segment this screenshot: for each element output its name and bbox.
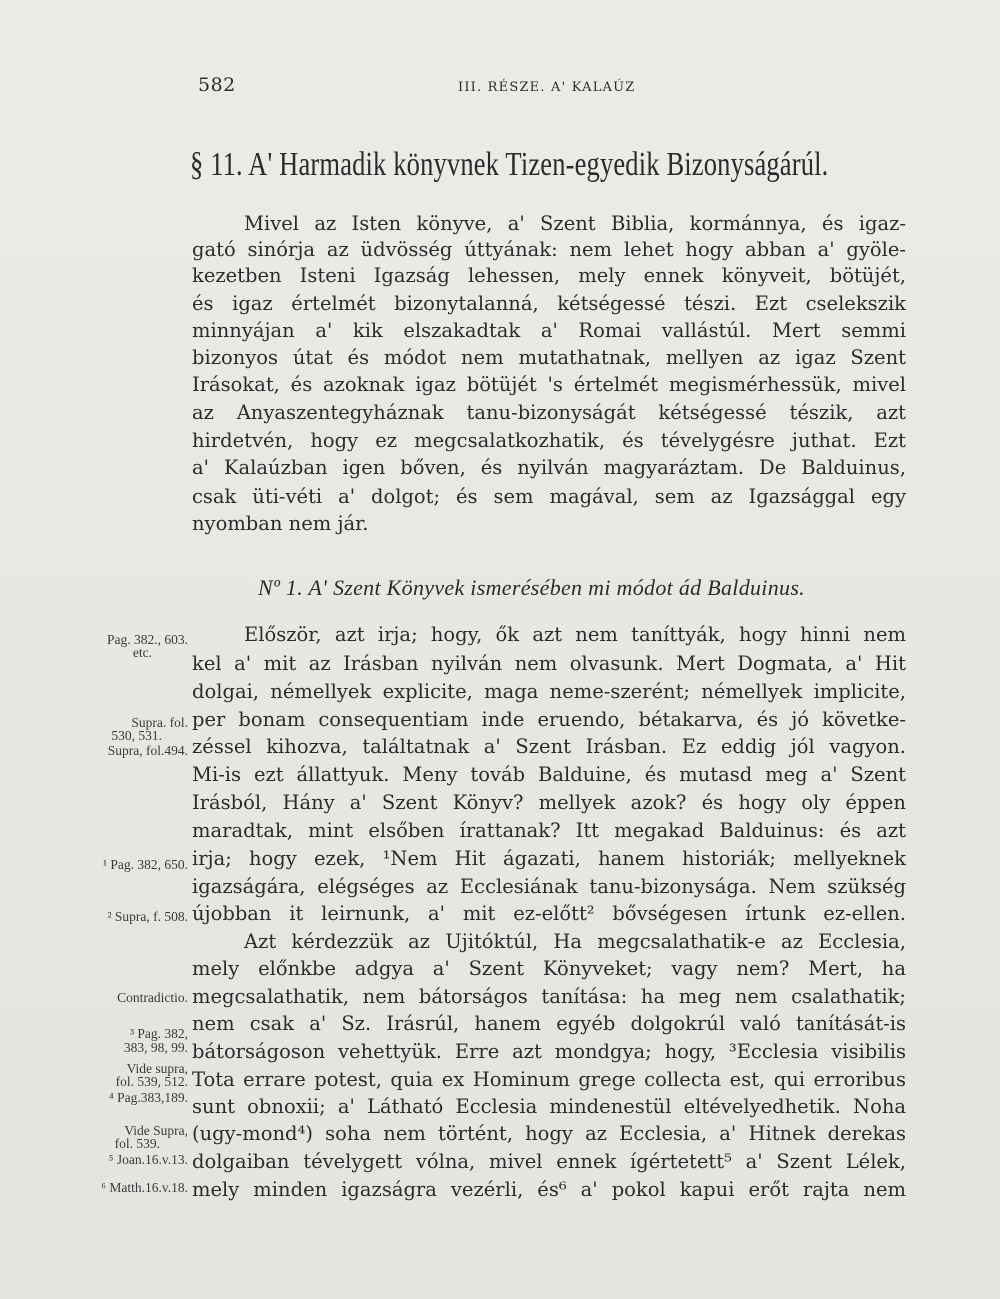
margin-note: ¹ Pag. 382, 650. — [102, 857, 188, 872]
text-line: gató sinórja az üdvösség úttyának: nem lehet hogy abban a' gyöle- — [192, 238, 906, 261]
text-line: (ugy-mond⁴) soha nem történt, hogy az Ecclesia, a' Hitnek derekas — [192, 1122, 906, 1145]
text-line: bizonyos útat és módot nem mutathatnak, mellyen az igaz Szent — [192, 346, 906, 369]
margin-note: Vide supra, — [126, 1061, 188, 1076]
running-title: III. RÉSZE. A' KALAÚZ — [458, 80, 636, 95]
text-line: Mivel az Isten könyve, a' Szent Biblia, kormánnya, és igaz- — [244, 212, 906, 235]
text-line: kezetben Isteni Igazság lehessen, mely ennek könyveit, bötüjét, — [192, 264, 906, 287]
margin-note: Supra, fol.494. — [107, 743, 188, 758]
text-line: Tota errare potest, quia ex Hominum grege collecta est, qui erroribus — [192, 1068, 906, 1091]
text-line: Azt kérdezzük az Ujitóktúl, Ha megcsalathatik-e az Ecclesia, — [244, 930, 906, 953]
text-line: a' Kalaúzban igen bőven, és nyilván magyaráztam. De Balduinus, — [192, 456, 906, 479]
text-line: minnyájan a' kik elszakadtak a' Romai vallástúl. Mert semmi — [192, 319, 906, 342]
text-line: igazságára, elégséges az Ecclesiának tanu-bizonysága. Nem szükség — [192, 875, 906, 898]
text-line: megcsalathatik, nem bátorságos tanítása: ha meg nem csalathatik; — [192, 985, 906, 1008]
text-line: Irásból, Hány a' Szent Könyv? mellyek azok? és hogy oly éppen — [192, 791, 906, 814]
text-line: az Anyaszentegyháznak tanu-bizonyságát kétségessé tészik, azt — [192, 401, 906, 424]
text-line: per bonam consequentiam inde eruendo, bétakarva, és jó követke- — [192, 708, 906, 731]
page-number: 582 — [198, 74, 236, 96]
margin-note: ² Supra, f. 508. — [107, 909, 188, 924]
text-line: nyomban nem jár. — [192, 512, 369, 535]
text-line: maradtak, mint elsőben írattanak? Itt megakad Balduinus: és azt — [192, 819, 906, 842]
margin-note: ⁵ Joan.16.v.13. — [108, 1152, 188, 1167]
subheading: Nº 1. A' Szent Könyvek ismerésében mi módot ád Balduinus. — [258, 575, 805, 600]
margin-note: ³ Pag. 382, — [129, 1026, 188, 1041]
margin-note: fol. 539, 512. — [115, 1074, 188, 1089]
margin-note: Pag. 382., 603. — [107, 632, 188, 647]
text-line: újobban it leirnunk, a' mit ez-előtt² bővségesen írtunk ez-ellen. — [192, 902, 906, 925]
margin-note: Vide Supra, — [124, 1123, 188, 1138]
margin-note: 383, 98, 99. — [123, 1040, 188, 1055]
text-line: irja; hogy ezek, ¹Nem Hit ágazati, hanem historiák; mellyeknek — [192, 847, 906, 870]
margin-note: ⁴ Pag.383,189. — [109, 1090, 188, 1105]
text-line: Először, azt irja; hogy, ők azt nem taníttyák, hogy hinni nem — [244, 623, 906, 646]
text-line: dolgaiban tévelygett vólna, mivel ennek ígértetett⁵ a' Szent Lélek, — [192, 1150, 906, 1173]
margin-note: 530, 531. — [111, 728, 162, 743]
text-line: mely előnkbe adgya a' Szent Könyveket; vagy nem? Mert, ha — [192, 957, 906, 980]
text-line: sunt obnoxii; a' Látható Ecclesia mindenestül eltévelyedhetik. Noha — [192, 1095, 906, 1118]
margin-note: Supra. fol. — [131, 715, 188, 730]
text-line: dolgai, némellyek explicite, maga neme-szerént; némellyek implicite, — [192, 680, 906, 703]
text-line: kel a' mit az Irásban nyilván nem olvasunk. Mert Dogmata, a' Hit — [192, 652, 906, 675]
text-line: hirdetvén, hogy ez megcsalatkozhatik, és tévelygésre juthat. Ezt — [192, 429, 906, 452]
text-line: nem csak a' Sz. Irásrúl, hanem egyéb dolgokrúl való tanítását-is — [192, 1012, 906, 1035]
section-heading: § 11. A' Harmadik könyvnek Tizen-egyedik Bizonyságárúl. — [190, 146, 829, 183]
text-line: mely minden igazságra vezérli, és⁶ a' pokol kapui erőt rajta nem — [192, 1178, 906, 1201]
text-line: és igaz értelmét bizonytalanná, kétségessé tészi. Ezt cselekszik — [192, 292, 906, 315]
margin-note: fol. 539. — [114, 1136, 160, 1151]
text-line: zéssel kihozva, találtatnak a' Szent Irásban. Ez eddig jól vagyon. — [192, 735, 906, 758]
margin-note: ⁶ Matth.16.v.18. — [101, 1180, 188, 1195]
text-line: bátorságoson vehettyük. Erre azt mondgya; hogy, ³Ecclesia visibilis — [192, 1040, 906, 1063]
text-line: csak üti-véti a' dolgot; és sem magával, sem az Igazsággal egy — [192, 485, 906, 508]
margin-note: Contradictio. — [117, 990, 188, 1005]
margin-note: etc. — [132, 645, 152, 660]
text-line: Mi-is ezt állattyuk. Meny továb Balduine, és mutasd meg a' Szent — [192, 763, 906, 786]
text-line: Irásokat, és azoknak igaz bötüjét 's értelmét megismérhessük, mivel — [192, 373, 906, 396]
